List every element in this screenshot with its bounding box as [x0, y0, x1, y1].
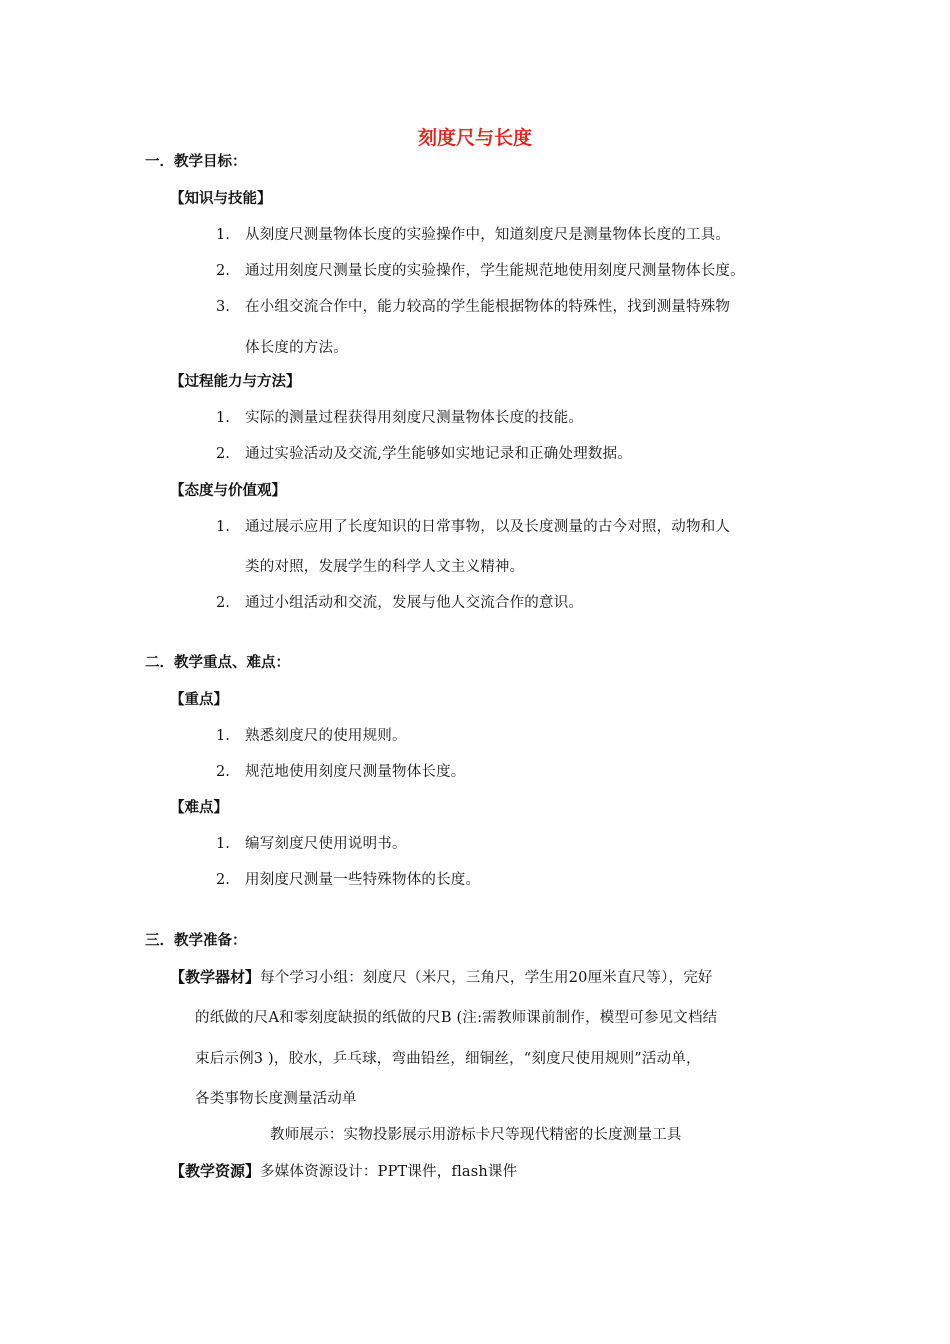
equipment-line: 的纸做的尺A和零刻度缺损的纸做的尺B (注:需教师课前制作，模型可参见文档结 — [195, 1010, 718, 1026]
equipment-line: 束后示例3 )，胶水，乒乓球，弯曲铅丝，细铜丝，“刻度尺使用规则”活动单， — [195, 1051, 701, 1067]
list-item: 通过用刻度尺测量长度的实验操作，学生能规范地使用刻度尺测量物体长度。 — [245, 263, 745, 279]
list-item: 通过实验活动及交流,学生能够如实地记录和正确处理数据。 — [245, 446, 633, 462]
list-item-continuation: 类的对照，发展学生的科学人文主义精神。 — [245, 559, 525, 575]
list-item: 用刻度尺测量一些特殊物体的长度。 — [245, 872, 481, 888]
list-item: 实际的测量过程获得用刻度尺测量物体长度的技能。 — [245, 410, 584, 426]
list-number: 1. — [216, 728, 230, 744]
subheading-process: 【过程能力与方法】 — [170, 374, 301, 390]
subheading-attitude: 【态度与价值观】 — [170, 483, 286, 499]
list-number: 1. — [216, 410, 230, 426]
resources-paragraph — [170, 1161, 517, 1182]
subheading-knowledge: 【知识与技能】 — [170, 191, 272, 207]
equipment-line: 每个学习小组：刻度尺（米尺，三角尺，学生用20厘米直尺等），完好 — [260, 970, 713, 986]
list-number: 2. — [216, 595, 230, 611]
list-number: 1. — [216, 519, 230, 535]
list-item: 编写刻度尺使用说明书。 — [245, 836, 407, 852]
section-heading-preparation: 三．教学准备： — [145, 933, 247, 949]
resources-text: 多媒体资源设计：PPT课件，flash课件 — [260, 1164, 518, 1180]
section-heading-key-points: 二．教学重点、难点： — [145, 655, 290, 671]
page-title: 刻度尺与长度 — [417, 127, 532, 149]
teacher-show-text: 教师展示：实物投影展示用游标卡尺等现代精密的长度测量工具 — [270, 1127, 682, 1143]
list-item: 从刻度尺测量物体长度的实验操作中，知道刻度尺是测量物体长度的工具。 — [245, 227, 731, 243]
equipment-line: 各类事物长度测量活动单 — [195, 1091, 357, 1107]
list-item: 通过展示应用了长度知识的日常事物，以及长度测量的古今对照，动物和人 — [245, 519, 731, 535]
resources-label: 【教学资源】 — [170, 1162, 261, 1180]
section-heading-objectives: 一．教学目标： — [145, 154, 247, 170]
equipment-label: 【教学器材】 — [170, 968, 261, 986]
list-item: 通过小组活动和交流，发展与他人交流合作的意识。 — [245, 595, 584, 611]
subheading-key: 【重点】 — [170, 692, 228, 708]
list-item-continuation: 体长度的方法。 — [245, 340, 348, 356]
list-item: 在小组交流合作中，能力较高的学生能根据物体的特殊性，找到测量特殊物 — [245, 299, 731, 315]
list-item: 熟悉刻度尺的使用规则。 — [245, 728, 407, 744]
list-number: 2. — [216, 263, 230, 279]
list-number: 3. — [216, 299, 230, 315]
list-number: 1. — [216, 836, 230, 852]
list-number: 2. — [216, 872, 230, 888]
list-number: 2. — [216, 446, 230, 462]
subheading-difficult: 【难点】 — [170, 800, 228, 816]
list-number: 1. — [216, 227, 230, 243]
list-number: 2. — [216, 764, 230, 780]
list-item: 规范地使用刻度尺测量物体长度。 — [245, 764, 466, 780]
equipment-paragraph — [170, 967, 713, 988]
